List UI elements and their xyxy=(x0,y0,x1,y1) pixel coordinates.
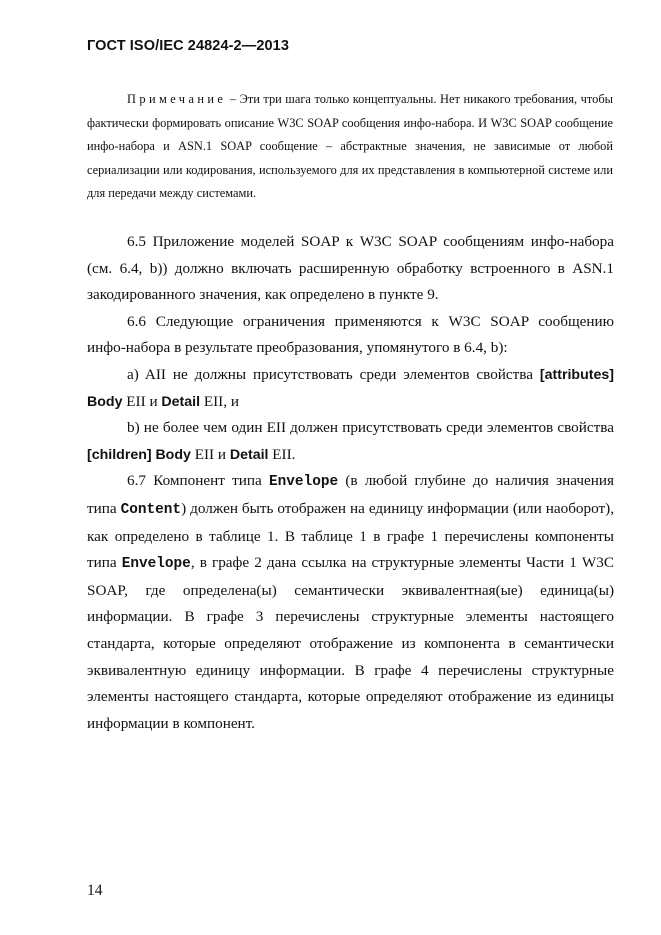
note-text: – Эти три шага только концептуальны. Нет никакого требования, чтобы фактически формировать описание W3C SOAP сообщения инфо-набора. И W3C SOAP сообщение инфо-набора и ASN.1 SOAP сообщение – абстрактные значения, не зависимые от любой сериализации или кодирования, используемого для их представления в компьютерной системе или для передачи между системами. xyxy=(87,92,613,201)
keyword-children: [children] xyxy=(87,446,152,463)
main-text xyxy=(87,229,614,737)
paragraph-6-5: 6.5 Приложение моделей SOAP к W3C SOAP сообщениям инфо-набора (см. 6.4, b)) должно включать расширенную обработку встроенного в ASN.1 закодированного значения, как определено в пункте 9. xyxy=(87,233,614,304)
keyword-attributes: [attributes] xyxy=(539,366,614,383)
list-item-a: a) AII не должны присутствовать среди элементов свойства [attributes] Body EII и Detail EII, и xyxy=(87,365,614,410)
code-content: Content xyxy=(120,501,182,518)
code-envelope: Envelope xyxy=(269,474,339,491)
note-label: Примечание xyxy=(127,92,227,106)
keyword-body: Body xyxy=(87,393,123,410)
page-number: 14 xyxy=(87,882,103,899)
keyword-detail: Detail xyxy=(161,393,201,410)
code-envelope: Envelope xyxy=(121,556,191,573)
paragraph-6-7: 6.7 Компонент типа Envelope (в любой глубине до наличия значения типа Content) должен быть отображен на единицу информации (или наоборот), как определено в таблице 1. В таблице 1 в графе 1 перечислены компоненты типа Envelope, в графе 2 дана ссылка на структурные элементы Части 1 W3C SOAP, где определена(ы) семантически эквивалентная(ые) единица(ы) информации. В графе 3 перечислены структурные элементы настоящего стандарта, которые определяют отображение из компонента в семантически эквивалентную единицу информации. В графе 4 перечислены структурные элементы настоящего стандарта, которые определяют отображение из единицы информации в компонент. xyxy=(87,472,615,732)
note-paragraph xyxy=(87,88,613,206)
list-item-b: b) не более чем один EII должен присутствовать среди элементов свойства [children] Body EII и Detail EII. xyxy=(87,419,614,463)
keyword-body: Body xyxy=(155,446,191,463)
paragraph-6-6: 6.6 Следующие ограничения применяются к W3C SOAP сообщению инфо-набора в результате преобразования, упомянутого в 6.4, b): xyxy=(87,312,614,357)
document-header: ГОСТ ISO/IEC 24824-2—2013 xyxy=(87,38,289,54)
keyword-detail: Detail xyxy=(229,446,269,463)
